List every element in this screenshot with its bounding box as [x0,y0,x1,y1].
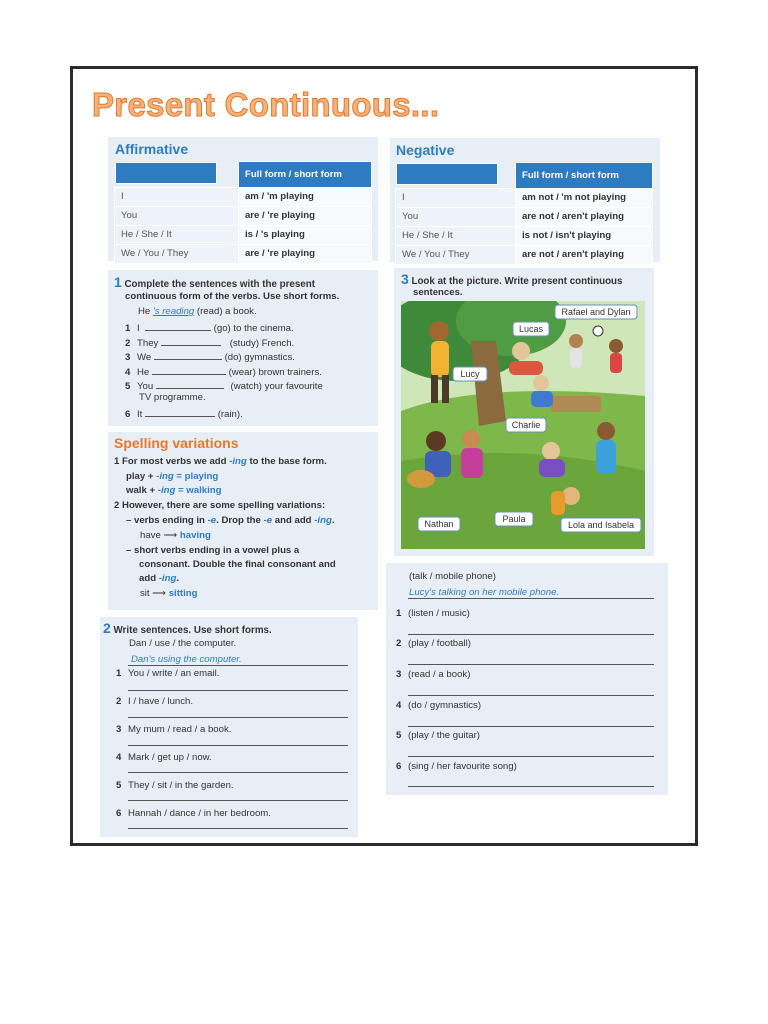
item-prompt: (play / football) [408,638,471,649]
exercise-1-example [138,306,257,317]
item-number: 6 [396,761,402,772]
item-number: 5 [125,381,131,392]
suffix-e: -e [207,515,217,526]
item-number: 1 [116,668,122,679]
exercise-1-item: 1 I (go) to the cinema. [125,323,294,334]
example-suffix: (read) a book. [196,306,257,317]
negative-table [395,162,653,265]
item-prompt: They / sit / in the garden. [128,780,234,791]
subject-cell: I [115,187,239,206]
exercise-3-item [396,700,481,711]
example-prefix: He [138,306,151,317]
item-number: 3 [125,352,131,363]
table-row [396,207,653,226]
spelling-bullet-1 [126,515,334,526]
exercise-2-item [116,780,234,791]
example-result: having [179,530,211,541]
item-number: 2 [116,696,122,707]
answer-blank[interactable] [145,407,215,417]
park-scene-illustration [401,301,645,549]
item-number: 6 [116,808,122,819]
answer-line[interactable] [408,634,654,635]
subject-cell: He / She / It [396,226,516,245]
exercise-3-item [396,638,471,649]
answer-line[interactable] [128,717,348,718]
answer-line[interactable] [128,690,348,691]
answer-line[interactable] [408,726,654,727]
form-cell: are not / aren't playing [515,207,652,226]
item-subject: They [137,338,159,349]
exercise-3-example-answer: Lucy's talking on her mobile phone. [409,587,560,598]
example-result: = walking [178,485,222,496]
spelling-bullet-2c [139,573,179,584]
item-verb: (study) French. [229,338,295,349]
exercise-3-item [396,730,480,741]
spelling-rule-1 [114,456,327,467]
exercise-2-example-prompt: Dan / use / the computer. [129,638,237,649]
item-prompt: Mark / get up / now. [128,752,212,763]
exercise-2-item [116,808,271,819]
item-subject: It [137,409,143,420]
exercise-number: 1 [114,274,122,290]
exercise-1-item [125,379,323,392]
item-verb: (go) to the cinema. [213,323,294,334]
spelling-example-sit [140,588,197,599]
exercise-1-item [125,407,243,420]
ing-suffix: -ing [158,573,177,584]
item-subject: He [137,367,150,378]
item-prompt: (sing / her favourite song) [408,761,517,772]
header-blank-cell [115,162,217,184]
answer-line[interactable] [408,664,654,665]
answer-line[interactable] [408,756,654,757]
example-result: = playing [176,471,219,482]
item-number: 1 [125,323,131,334]
affirmative-table [114,161,372,264]
arrow-icon: ⟶ [163,530,178,541]
answer-line [128,665,348,666]
item-verb: (rain). [217,409,243,420]
exercise-number: 3 [401,271,409,287]
form-cell: am / 'm playing [238,187,371,206]
ing-suffix: -ing [229,456,247,467]
instruction-line-2: continuous form of the verbs. Use short forms. [125,291,340,302]
item-prompt: I / have / lunch. [128,696,194,707]
subject-cell: You [115,206,239,225]
item-prompt: You / write / an email. [128,668,220,679]
item-prompt: (do / gymnastics) [408,700,482,711]
item-number: 4 [116,752,122,763]
item-verb: (watch) your favourite [230,381,323,392]
item-number: 2 [396,638,402,649]
spelling-example-play [126,471,218,482]
negative-heading: Negative [396,142,455,158]
item-prompt: (read / a book) [408,669,471,680]
exercise-3-item [396,761,517,772]
form-cell: are not / aren't playing [515,245,652,264]
label-paula: Paula [502,514,526,524]
item-number: 1 [396,608,402,619]
example-base: play + [126,471,154,482]
item-verb: (wear) brown trainers. [228,367,322,378]
item-verb: (do) gymnastics. [224,352,295,363]
spelling-rule-2 [114,500,325,511]
exercise-2-item [116,724,231,735]
example-base: sit [140,588,150,599]
table-row [115,187,372,206]
item-number: 4 [125,367,131,378]
form-cell: am not / 'm not playing [515,188,652,207]
label-nathan: Nathan [424,519,454,529]
label-lucas: Lucas [518,324,544,334]
example-result: sitting [168,588,198,599]
item-number: 4 [396,700,402,711]
answer-blank[interactable] [152,365,226,375]
exercise-2-item [116,752,212,763]
subject-cell: We / You / They [396,245,516,264]
item-number: 6 [125,409,131,420]
spelling-bullet-2b: consonant. Double the final consonant and [139,559,336,570]
ing-suffix: -ing [314,515,332,526]
spelling-example-have [140,530,211,541]
table-row [396,226,653,245]
form-cell: are / 're playing [238,244,371,263]
item-prompt: (listen / music) [408,608,470,619]
ing-suffix: -ing [157,485,176,496]
header-blank-cell [396,163,498,185]
instruction-line-2: sentences. [413,287,463,298]
item-number: 3 [396,669,402,680]
exercise-3-item [396,669,470,680]
answer-line[interactable] [128,800,348,801]
exercise-1-item [125,365,322,378]
answer-line[interactable] [408,695,654,696]
instruction-line-1: Complete the sentences with the present [124,279,316,290]
answer-blank[interactable] [156,379,224,389]
bullet-text: add [139,573,157,584]
bullet-text: – verbs ending in [126,515,205,526]
rule-text: However, there are some spelling variations: [122,500,326,511]
exercise-2-item [116,696,193,707]
spelling-bullet-2a: – short verbs ending in a vowel plus a [126,545,300,556]
item-subject: You [137,381,154,392]
bullet-text: and add [274,515,312,526]
answer-line[interactable] [128,745,348,746]
rule-text: to the base form. [249,456,327,467]
answer-line [408,598,654,599]
table-row [115,225,372,244]
item-number: 5 [396,730,402,741]
bullet-text: . Drop the [216,515,261,526]
answer-line[interactable] [408,786,654,787]
item-prompt: My mum / read / a book. [128,724,232,735]
exercise-3-item [396,608,470,619]
answer-blank[interactable] [145,321,211,331]
page-title: Present Continuous... [92,86,440,123]
subject-cell: He / She / It [115,225,239,244]
exercise-1-instruction [114,274,315,291]
table-header-row [115,162,372,188]
exercise-number: 2 [103,620,111,636]
exercise-1-item [125,350,295,363]
form-cell: is not / isn't playing [515,226,652,245]
form-cell: are / 're playing [238,206,371,225]
item-prompt: Hannah / dance / in her bedroom. [128,808,271,819]
answer-line[interactable] [128,828,348,829]
ing-suffix: -ing [156,471,174,482]
label-rafael-dylan: Rafael and Dylan [561,307,631,317]
arrow-icon: ⟶ [152,588,167,599]
example-answer: 's reading [152,306,195,317]
example-base: walk + [126,485,156,496]
exercise-3-example-prompt: (talk / mobile phone) [409,571,496,582]
label-lucy: Lucy [460,369,480,379]
table-header-cell: Full form / short form [515,163,652,189]
subject-cell: I [396,188,516,207]
item-number: 2 [125,338,131,349]
table-header-cell: Full form / short form [238,162,371,188]
item-subject: We [137,352,152,363]
label-charlie: Charlie [511,420,541,430]
instruction-text: Write sentences. Use short forms. [113,625,272,636]
bullet-text: . [331,515,335,526]
table-row [115,206,372,225]
spelling-heading: Spelling variations [114,435,239,451]
subject-cell: We / You / They [115,244,239,263]
answer-line[interactable] [128,772,348,773]
bullet-text: . [176,573,179,584]
table-header-row [396,163,653,189]
item-number: 3 [116,724,122,735]
suffix-e: -e [263,515,273,526]
affirmative-heading: Affirmative [115,141,189,157]
item-prompt: (play / the guitar) [408,730,480,741]
table-row [396,245,653,264]
exercise-2-example-answer: Dan's using the computer. [131,654,242,665]
answer-blank[interactable] [161,336,221,346]
exercise-1-item-cont: TV programme. [139,392,206,403]
label-lola-isabela: Lola and Isabela [567,520,635,530]
exercise-2-instruction [103,620,272,637]
form-cell: is / 's playing [238,225,371,244]
item-number: 5 [116,780,122,791]
rule-number: 1 [114,456,120,467]
instruction-line-1: Look at the picture. Write present continuous [411,276,623,287]
rule-number: 2 [114,500,120,511]
spelling-example-walk [126,485,221,496]
exercise-2-item [116,668,219,679]
example-base: have [140,530,161,541]
table-row [396,188,653,207]
exercise-1-item [125,336,294,349]
bench [551,396,601,412]
table-row [115,244,372,263]
answer-blank[interactable] [154,350,222,360]
rule-text: For most verbs we add [122,456,227,467]
subject-cell: You [396,207,516,226]
